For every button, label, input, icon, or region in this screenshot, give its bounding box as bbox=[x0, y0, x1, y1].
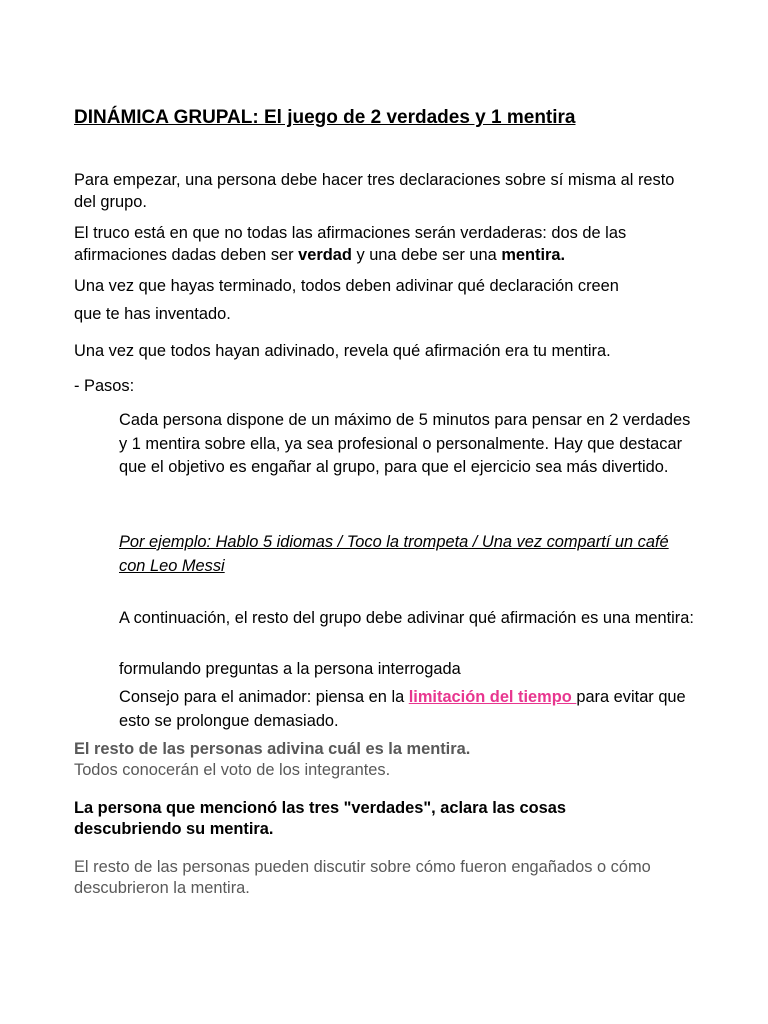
time-limit-link[interactable]: limitación del tiempo bbox=[408, 688, 577, 706]
guess-line-2: que te has inventado. bbox=[74, 305, 231, 323]
trick-text-2: y una debe ser una bbox=[351, 246, 502, 264]
mentira-word: mentira. bbox=[501, 246, 566, 264]
tip-paragraph bbox=[119, 686, 699, 733]
page-title: DINÁMICA GRUPAL: El juego de 2 verdades y 1 mentira bbox=[74, 107, 576, 128]
guess-line-1: Una vez que hayas terminado, todos deben adivinar qué declaración creen bbox=[74, 277, 619, 295]
intro-paragraph: Para empezar, una persona debe hacer tres declaraciones sobre sí misma al resto del grupo. bbox=[74, 171, 675, 211]
reveal-paragraph: Una vez que todos hayan adivinado, revela qué afirmación era tu mentira. bbox=[74, 342, 611, 360]
clarify-paragraph: La persona que mencionó las tres "verdades", aclara las cosas descubriendo su mentira. bbox=[74, 799, 567, 838]
tip-prefix: Consejo para el animador: piensa en la bbox=[119, 688, 409, 706]
trick-text-1: El truco está en que no todas las afirmaciones serán verdaderas: dos de las afirmaciones dadas deben ser bbox=[74, 224, 627, 264]
steps-heading: - Pasos: bbox=[74, 377, 135, 395]
trick-paragraph bbox=[74, 222, 699, 266]
votes-line: Todos conocerán el voto de los integrantes. bbox=[74, 761, 391, 779]
discuss-paragraph: El resto de las personas pueden discutir sobre cómo fueron engañados o cómo descubrieron la mentira. bbox=[74, 858, 651, 897]
step-time-paragraph: Cada persona dispone de un máximo de 5 minutos para pensar en 2 verdades y 1 mentira sobre ella, ya sea profesional o personalmente. Hay que destacar que el objetivo es engañar al grupo, para que el ejercicio sea más divertido. bbox=[119, 411, 691, 476]
tip-suffix: para evitar que esto se prolongue demasiado. bbox=[119, 688, 686, 730]
guess-heading: El resto de las personas adivina cuál es la mentira. bbox=[74, 740, 471, 758]
questions-line: formulando preguntas a la persona interrogada bbox=[119, 660, 461, 678]
example-paragraph: Por ejemplo: Hablo 5 idiomas / Toco la trompeta / Una vez compartí un café con Leo Messi bbox=[119, 533, 669, 575]
verdad-word: verdad bbox=[298, 246, 352, 264]
continuation-paragraph: A continuación, el resto del grupo debe adivinar qué afirmación es una mentira: bbox=[119, 609, 694, 627]
